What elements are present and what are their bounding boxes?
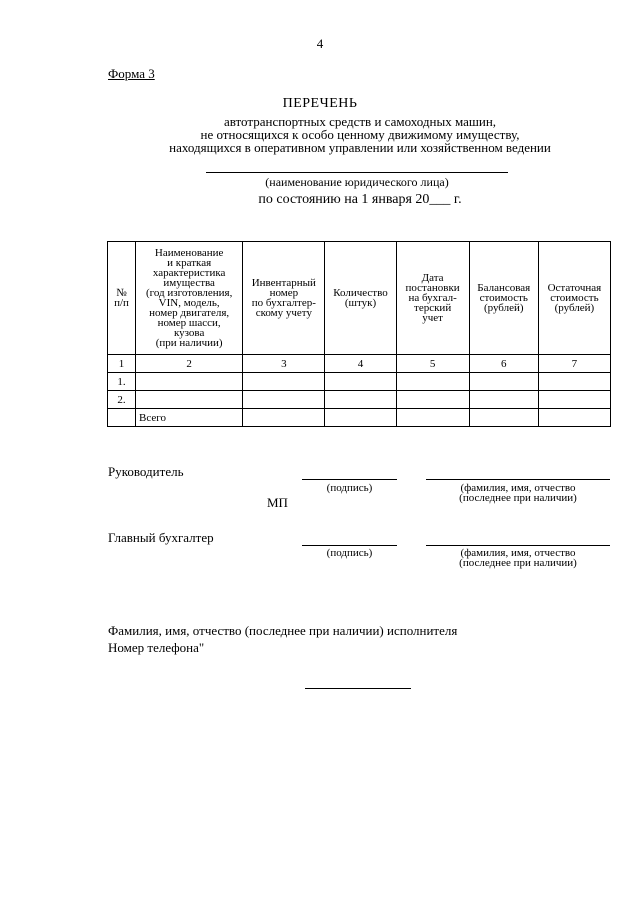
header-cell-quantity: Количество (штук) xyxy=(325,242,396,355)
subtitle-line: не относящихся к особо ценному движимому имуществу, xyxy=(200,127,520,142)
table-cell xyxy=(538,409,610,427)
column-number: 2 xyxy=(136,355,243,373)
table-row xyxy=(108,373,611,391)
subtitle-line: находящихся в оперативном управлении или хозяйственном ведении xyxy=(169,140,551,155)
head-signature-caption: (подпись) xyxy=(326,482,373,494)
chief-accountant-label: Главный бухгалтер xyxy=(108,530,214,545)
header-cell-book-value: Балансовая стоимость (рублей) xyxy=(469,242,538,355)
document-subtitle xyxy=(0,115,640,154)
stamp-place: МП xyxy=(267,495,288,510)
table-cell: 2. xyxy=(108,391,136,409)
header-cell-number: № п/п xyxy=(108,242,136,355)
table-header-row xyxy=(108,242,611,355)
head-name-line xyxy=(426,479,610,480)
table-cell xyxy=(136,373,243,391)
header-cell-registration-date: Дата постановки на бухгал- терский учет xyxy=(396,242,469,355)
table-cell xyxy=(469,391,538,409)
org-name-caption: (наименование юридического лица) xyxy=(265,175,449,189)
executor-name-line: Фамилия, имя, отчество (последнее при наличии) исполнителя xyxy=(108,623,458,638)
accountant-name-caption: (фамилия, имя, отчество (последнее при наличии) xyxy=(459,547,577,569)
table-row xyxy=(108,391,611,409)
table-cell xyxy=(136,391,243,409)
table-cell xyxy=(243,409,325,427)
phone-number-line: Номер телефона" xyxy=(108,640,205,655)
table-cell xyxy=(325,409,396,427)
page-number: 4 xyxy=(316,36,324,51)
table-cell xyxy=(243,391,325,409)
head-signature-line xyxy=(302,479,397,480)
column-number: 3 xyxy=(243,355,325,373)
accountant-signature-caption: (подпись) xyxy=(326,547,373,559)
table-cell xyxy=(538,391,610,409)
header-cell-residual-value: Остаточная стоимость (рублей) xyxy=(538,242,610,355)
table-cell: 1. xyxy=(108,373,136,391)
header-cell-description: Наименование и краткая характеристика имущества (год изготовления, VIN, модель, номер двигателя, номер шасси, кузова (при наличии) xyxy=(136,242,243,355)
closing-line xyxy=(305,688,411,689)
table-cell xyxy=(469,409,538,427)
table-cell xyxy=(243,373,325,391)
total-label: Всего xyxy=(136,409,243,427)
table-cell xyxy=(396,391,469,409)
table-cell xyxy=(396,409,469,427)
head-label: Руководитель xyxy=(108,464,184,479)
column-number: 5 xyxy=(396,355,469,373)
vehicles-table xyxy=(107,241,611,427)
accountant-name-line xyxy=(426,545,610,546)
accountant-signature-line xyxy=(302,545,397,546)
table-cell xyxy=(396,373,469,391)
column-number: 4 xyxy=(325,355,396,373)
column-number: 1 xyxy=(108,355,136,373)
form-label: Форма 3 xyxy=(108,66,155,81)
total-row xyxy=(108,409,611,427)
subtitle-line: автотранспортных средств и самоходных машин, xyxy=(223,114,497,129)
as-of-date: по состоянию на 1 января 20___ г. xyxy=(258,192,462,207)
column-number: 7 xyxy=(538,355,610,373)
table-cell xyxy=(469,373,538,391)
org-name-line xyxy=(206,172,508,173)
table-cell xyxy=(325,391,396,409)
header-cell-inventory-number: Инвентарный номер по бухгалтер- скому учету xyxy=(243,242,325,355)
column-numbers-row xyxy=(108,355,611,373)
table-cell xyxy=(325,373,396,391)
document-title: ПЕРЕЧЕНЬ xyxy=(282,96,358,111)
head-name-caption: (фамилия, имя, отчество (последнее при наличии) xyxy=(459,482,577,504)
table-cell xyxy=(538,373,610,391)
table-cell xyxy=(108,409,136,427)
column-number: 6 xyxy=(469,355,538,373)
